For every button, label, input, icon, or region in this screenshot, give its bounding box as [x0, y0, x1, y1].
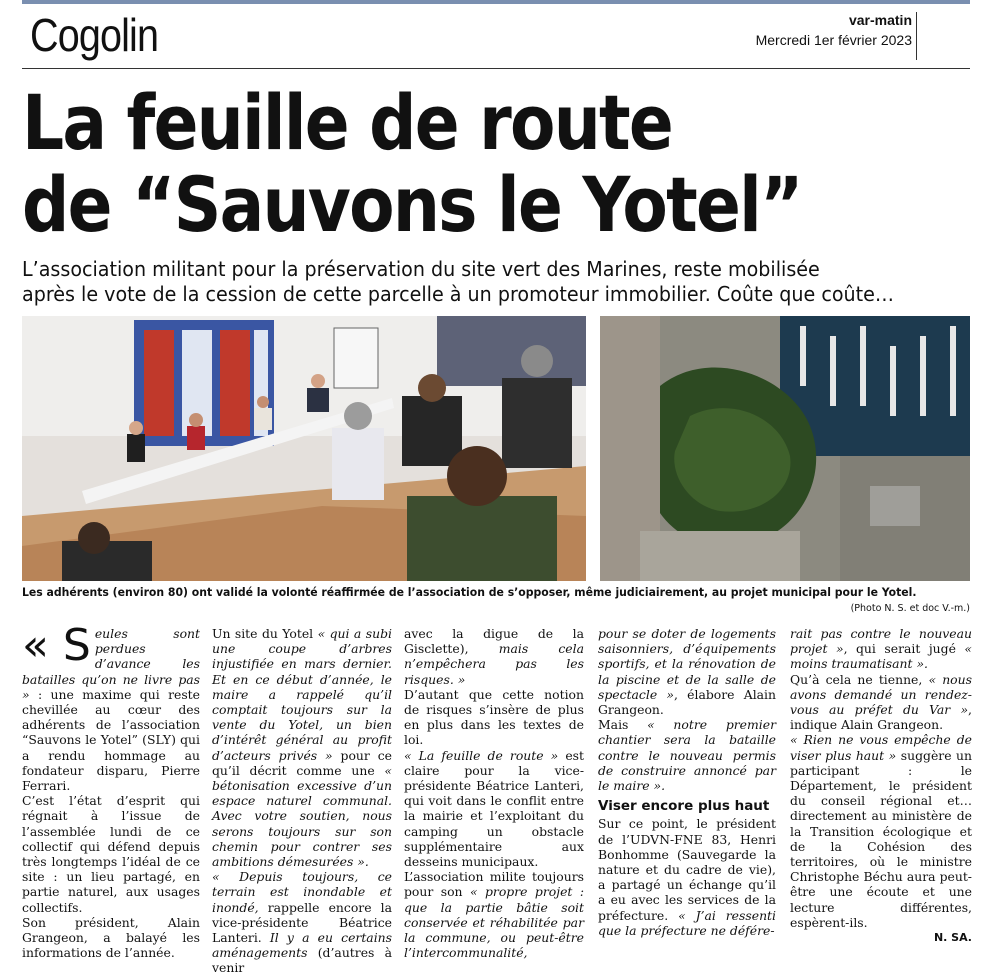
drop-cap: « S: [22, 620, 91, 671]
paragraph: [404, 626, 584, 687]
text: Sur ce point, le président de l’UDVN-FNE 83, Henri Bonhomme (Sauvegarde la nature et du cadre de vie), a partagé un échange qu’il a eu avec les services de la préfecture.: [598, 816, 776, 923]
quote: mais cela n’empêchera pas les risques. »: [404, 641, 584, 687]
paragraph: C’est l’état d’esprit qui régnait à l’issue de l’assemblée lundi de ce collectif qui défend depuis très longtemps l’idéal de ce site : un lieu partagé, en partie naturel, aux usages collectifs.: [22, 793, 200, 915]
aerial-photo-illustration: [600, 316, 970, 581]
newspaper-name: var-matin: [848, 12, 912, 28]
photo-credit: (Photo N. S. et doc V.-m.): [850, 603, 970, 614]
quote: « moins traumatisant ».: [790, 641, 972, 672]
paragraph: [598, 717, 776, 793]
article-column-4: [598, 626, 777, 938]
article-column-5: [790, 626, 972, 945]
paragraph: [212, 626, 392, 869]
text: , qui serait jugé: [843, 641, 965, 657]
quote: eules sont perdues d’avance les batailles qu’on ne livre pas »: [22, 626, 200, 702]
quote: pour se doter de logements saisonniers, d’équipements sportifs, et la rénovation de la piscine et de la salle de spectacle »: [598, 626, 776, 702]
quote: rait pas contre le nouveau projet »: [790, 626, 972, 657]
article-subheading: Viser encore plus haut: [598, 798, 770, 815]
text: Mais: [598, 717, 648, 733]
paragraph: [212, 869, 392, 975]
text: Qu’à cela ne tienne,: [790, 671, 929, 687]
article-column-2: [212, 626, 392, 976]
section-title: Cogolin: [30, 9, 159, 61]
article-column-1: [22, 620, 200, 961]
headline-line-1: La feuille de route: [22, 78, 672, 167]
article-lede: [22, 257, 929, 307]
photo-caption: Les adhérents (environ 80) ont validé la volonté réaffirmée de l’association de s’opposer, même judiciairement, au projet municipal pour le Yotel.: [22, 585, 917, 599]
date-divider: [916, 12, 917, 60]
paragraph: D’autant que cette notion de risques s’insère de plus en plus dans les textes de loi.: [404, 686, 584, 748]
top-accent-bar: [22, 0, 970, 4]
quote: « notre premier chantier sera la bataille contre le nouveau permis de construire annoncé par le maire ».: [598, 717, 776, 794]
text: avec la digue de la Gisclette),: [404, 626, 584, 657]
meeting-photo: [22, 316, 586, 581]
quote: « nous avons demandé un rendez-vous au préfet du Var »: [790, 671, 972, 718]
text: : une maxime qui reste chevillée au cœur des adhérents de l’association “Sauvons le Yotel” (SLY) qui a rendu hommage au fondateur disparu, Pierre Ferrari.: [22, 686, 200, 794]
quote: « Depuis toujours, ce terrain est inondable et inondé,: [212, 869, 392, 915]
text: suggère un participant : le Département, le président du conseil régional et… directement au ministère de la Transition écologique et de la Cohésion des territoires, où le ministre Christophe Béchu aura peut-être une écoute et une lecture différentes, espèrent-ils.: [790, 747, 972, 930]
paragraph: [790, 732, 972, 930]
paragraph: [598, 626, 776, 717]
publication-date: Mercredi 1er février 2023: [755, 32, 912, 48]
text: Un site du Yotel: [212, 626, 318, 641]
lede-line-1: L’association militant pour la préservation du site vert des Marines, reste mobilisée: [22, 257, 820, 281]
quote: « J’ai ressenti que la préfecture ne défére-: [598, 907, 776, 938]
lede-line-2: après le vote de la cession de cette parcelle à un promoteur immobilier. Coûte que coûte…: [22, 282, 894, 306]
quote: Il y a eu certains aménagements: [212, 930, 392, 961]
quote: « propre projet : que la partie bâtie soit conservée et réhabilitée par la commune, ou peut-être l’intercommunalité,: [404, 884, 584, 961]
paragraph: [404, 748, 584, 870]
paragraph: [790, 672, 972, 733]
quote: « qui a subi une coupe d’arbres injustifiée en mars dernier. Et en ce début d’année, le maire a rappelé qu’il comptait toujours sur la vente du Yotel, un bien d’intérêt général au profit d’acteurs privés »: [212, 626, 392, 763]
text: , élabore Alain Grangeon.: [598, 686, 777, 718]
article-headline: [22, 78, 849, 249]
header-rule: [22, 68, 970, 69]
author-signature: N. SA.: [933, 931, 972, 945]
text: est claire pour la vice-présidente Béatrice Lanteri, qui voit dans le conflit entre la mairie et l’exploitant du camping un obstacle supplémentaire aux desseins municipaux.: [404, 747, 585, 870]
text: rappelle encore la vice-présidente Béatrice Lanteri.: [212, 899, 392, 946]
quote: « Rien ne vous empêche de viser plus haut »: [790, 732, 972, 763]
quote: « bétonisation excessive d’un espace naturel communal. Avec votre soutien, nous serons toujours sur son chemin pour contrer ses ambitions démesurées ».: [212, 762, 392, 870]
text: L’association milite toujours pour son: [404, 869, 584, 900]
paragraph: [404, 869, 584, 960]
paragraph: [598, 816, 776, 938]
text: , indique Alain Grangeon.: [790, 702, 972, 733]
text: pour ce qu’il décrit comme une: [212, 747, 392, 778]
paragraph: [22, 620, 200, 794]
aerial-photo: [600, 316, 970, 581]
text: (d’autres à venir: [212, 945, 392, 976]
article-column-3: [404, 626, 585, 961]
quote: « La feuille de route »: [404, 747, 559, 763]
paragraph: Son président, Alain Grangeon, a balayé les informations de l’année.: [22, 914, 200, 961]
paragraph: [790, 626, 972, 672]
headline-line-2: de “Sauvons le Yotel”: [22, 160, 802, 249]
meeting-photo-illustration: [22, 316, 586, 581]
